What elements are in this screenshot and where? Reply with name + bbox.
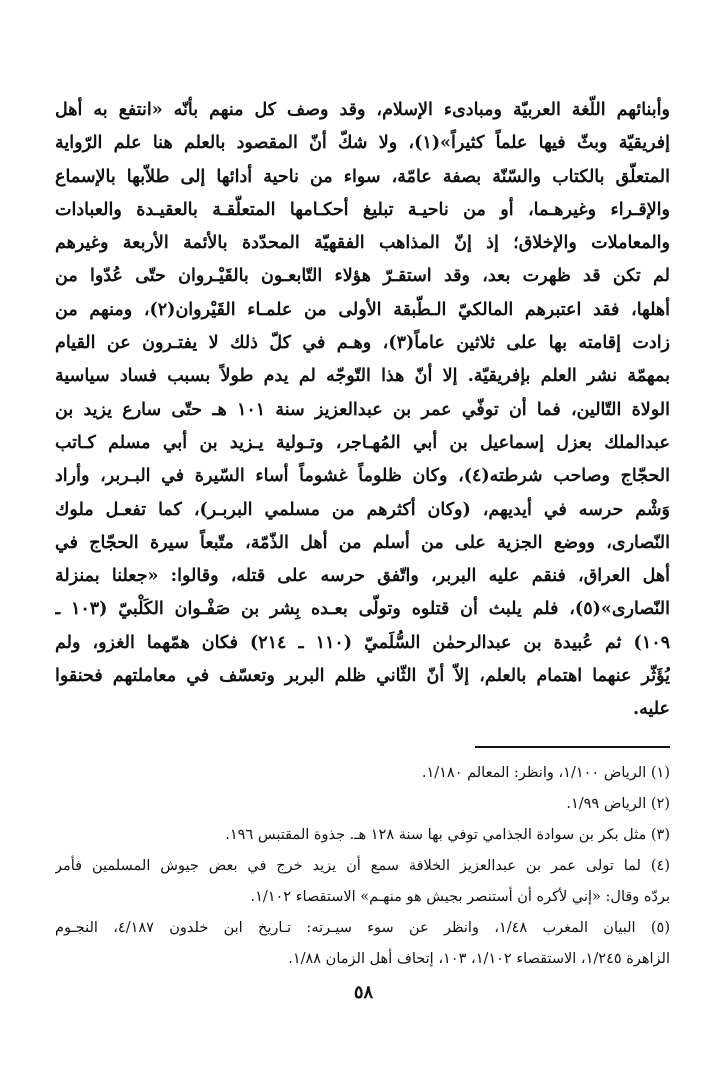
body-text-line: الحجّاج وصاحب شرطته(٤)، وكان ظلوماً غشوماً أساء السّيرة في البـربر، وأراد [55, 466, 670, 487]
body-text-line: والإقـراء وغيرهـما، أو من ناحيـة تبليغ أحكـامها المتعلّقـة بالعقيـدة والعبادات [55, 199, 670, 220]
body-text-line: الولاة التّالين، فما أن توفّي عمر بن عبدالعزيز سنة ١٠١ هـ حتّى سارع يزيد بن [55, 399, 670, 420]
footnote-line: (٢) الرياض ١/٩٩. [566, 796, 670, 812]
footnote-separator [475, 746, 670, 748]
body-text-line: وَشْم حرسه في أيديهم، (وكان أكثرهم من مسلمي البربـر)، كما تفعـل ملوك [55, 499, 670, 520]
footnote-line: بردّه وقال: «إني لأكره أن أستنصر بجيش هو منهـم» الاستقصاء ١/١٠٢. [250, 889, 670, 905]
body-text-line: بمهمّة نشر العلم بإفريقيّة. إلا أنّ هذا التّوجّه لم يدم طولاً بسبب فساد سياسية [55, 366, 670, 387]
footnote-line: (٥) البيان المغرب ١/٤٨، وانظر عن سوء سيـرته: تـاريخ ابن خلدون ٤/١٨٧، النجـوم [55, 920, 670, 936]
body-text-line: أهلها، فقد اعتبرهم المالكيّ الـطّبقة الأولى من علمـاء القَيْروان(٢)، ومنهم من [55, 299, 670, 320]
body-text-line: عليه. [633, 699, 670, 720]
body-text-line: المتعلّق بالكتاب والسّنّة بصفة عامّة، سواء من ناحية أدائها إلى طلاّبها بالإسماع [55, 166, 670, 187]
footnote-line: (١) الرياض ١/١٠٠، وانظر: المعالم ١/١٨٠. [421, 765, 670, 781]
body-text-line: إفريقيّة وبثّ فيها علماً كثيراً»(١)، ولا شكّ أنّ المقصود بالعلم هنا علم الرّواية [55, 133, 670, 154]
body-text-line: والمعاملات والإخلاق؛ إذ إنّ المذاهب الفقهيّة المحدّدة بالأئمة الأربعة وغيرهم [55, 233, 670, 254]
body-text-line: النّصارى»(٥)، فلم يلبث أن قتلوه وتولّى بعـده بِشر بن صَفْـوان الكَلْبيّ (١٠٣ ـ [55, 599, 670, 620]
body-text-line: يُؤَثّر عنهما اهتمام بالعلم، إلاّ أنّ الثّاني ظلم البربر وتعسّف في معاملتهم فحنقوا [55, 666, 670, 687]
body-text-line: ١٠٩) ثم عُبيدة بن عبدالرحمٰن السُّلَميّ (١١٠ ـ ٢١٤) فكان همّهما الغزو، ولم [55, 632, 670, 653]
page-number: ٥٨ [353, 982, 374, 1003]
body-text-line: وأبنائهم اللّغة العربيّة ومبادىء الإسلام، وقد وصف كل منهم بأنّه «انتفع به أهل [55, 100, 670, 120]
footnote-line: (٣) مثل بكر بن سوادة الجذامي توفي بها سنة ١٢٨ هـ. جذوة المقتبس ١٩٦. [225, 827, 670, 843]
footnote-line: (٤) لما تولى عمر بن عبدالعزيز الخلافة سمع أن يزيد خرج في بعض جيوش المسلمين فأمر [55, 858, 670, 874]
body-text-line: لم تكن قد ظهرت بعد، وقد استقـرّ هؤلاء التّابعـون بالقَيْـروان حتّى عُدّوا من [55, 266, 670, 287]
body-text-line: النّصارى، ووضع الجزية على من أسلم من أهل الذّمّة، متّبعاً سيرة الحجّاج في [55, 532, 670, 553]
main-text-block [55, 94, 670, 727]
footnote-line: الزاهرة ١/٢٤٥، الاستقصاء ١/١٠٢، ١٠٣، إتحاف أهل الزمان ١/٨٨. [288, 951, 670, 967]
footnotes-block [55, 758, 670, 975]
body-text-line: زادت إقامته بها على ثلاثين عاماً(٣)، وهـم في كلّ ذلك لا يفتـرون عن القيام [55, 333, 670, 354]
body-text-line: عبدالملك بعزل إسماعيل بن أبي المُهـاجر، وتـولية يـزيد بن أبي مسلم كـاتب [55, 432, 670, 453]
body-text-line: أهل العراق، فنقم عليه البربر، واتّفق حرسه على قتله، وقالوا: «جعلنا بمنزلة [55, 566, 670, 587]
